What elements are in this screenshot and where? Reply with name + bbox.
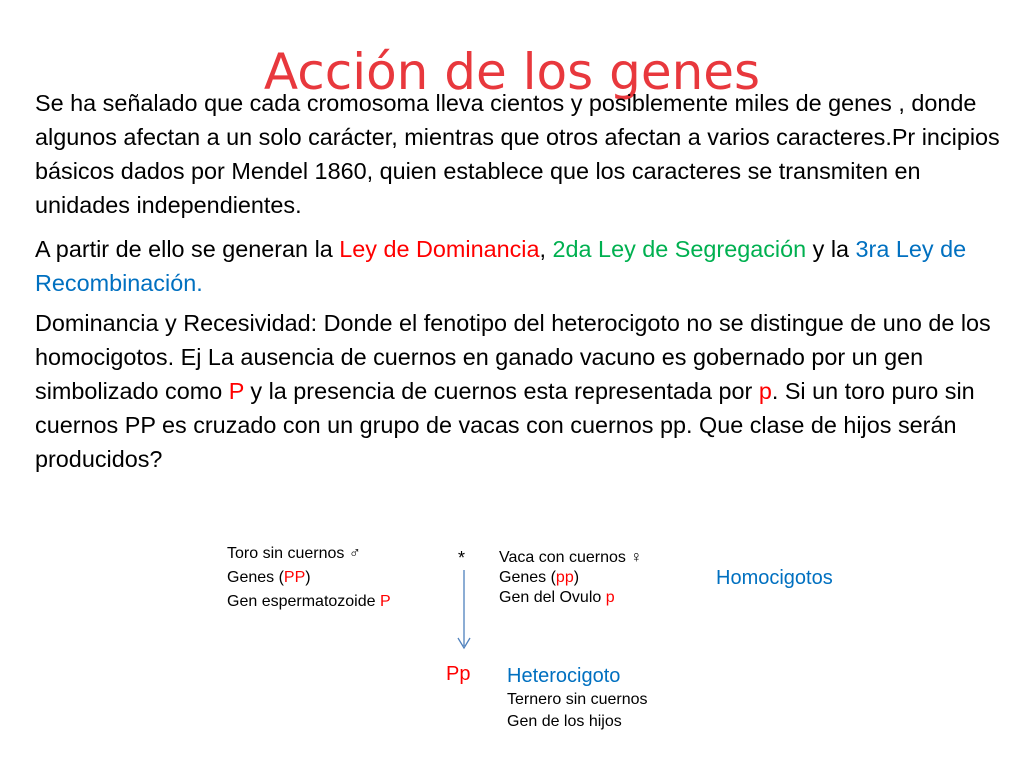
toro-genes-value: PP	[283, 569, 306, 586]
dominancia-text-2: y la presencia de cuernos esta representada por	[243, 378, 759, 404]
laws-intro-text: A partir de ello se generan la	[35, 236, 340, 262]
heterocigoto-desc: Ternero sin cuernos	[507, 691, 648, 708]
heterocigoto-block	[507, 663, 648, 733]
laws-separator: ,	[539, 236, 553, 262]
paragraph-laws	[35, 232, 1010, 300]
toro-gen-value: P	[379, 593, 391, 610]
cross-arrow-icon	[452, 568, 476, 652]
vaca-block	[499, 548, 642, 608]
paragraph-dominancia	[35, 306, 1010, 476]
vaca-gen-prefix: Gen del Ovulo	[499, 589, 606, 606]
recessive-allele: p	[758, 378, 772, 404]
result-genotype: Pp	[446, 663, 471, 685]
law-dominancia: Ley de Dominancia	[339, 236, 540, 262]
toro-gen-prefix: Gen espermatozoide	[227, 593, 380, 610]
slide-title: Acción de los genes	[263, 43, 761, 101]
toro-label: Toro sin cuernos ♂	[227, 545, 361, 562]
vaca-genes-value: pp	[555, 569, 574, 586]
law-recombinacion: 3ra Ley de Recombinación.	[35, 236, 967, 296]
laws-conjunction: y la	[806, 236, 856, 262]
toro-gen	[227, 590, 391, 614]
vaca-gen-value: p	[605, 589, 615, 606]
dominant-allele: P	[228, 378, 244, 404]
dominancia-text-1: Dominancia y Recesividad: Donde el fenotipo del heterocigoto no se distingue de uno de los homocigotos. Ej La ausencia de cuernos en ganado vacuno es gobernado por un gen simbolizado como	[35, 310, 991, 404]
vaca-genes	[499, 568, 642, 588]
law-segregacion: 2da Ley de Segregación	[552, 236, 807, 262]
toro-genes	[227, 566, 391, 590]
heterocigoto-title: Heterocigoto	[507, 665, 621, 687]
cross-asterisk: *	[458, 548, 466, 568]
paragraph-intro: Se ha señalado que cada cromosoma lleva cientos y posiblemente miles de genes , donde algunos afectan a un solo carácter, mientras que otros afectan a varios caracteres.Pr incipios básicos dados por Mendel 1860, quien establece que los caracteres se transmiten en unidades independientes.	[35, 90, 1000, 218]
vaca-label: Vaca con cuernos ♀	[499, 549, 643, 566]
homocigotos-label: Homocigotos	[716, 567, 833, 589]
vaca-gen	[499, 588, 642, 608]
vaca-genes-prefix: Genes (	[499, 569, 556, 586]
toro-block	[227, 542, 391, 614]
toro-genes-suffix: )	[305, 569, 311, 586]
vaca-genes-suffix: )	[573, 569, 580, 586]
dominancia-text-3: . Si un toro puro sin cuernos PP es cruzado con un grupo de vacas con cuernos pp. Que clase de hijos serán producidos?	[35, 378, 975, 472]
heterocigoto-gen: Gen de los hijos	[507, 713, 622, 730]
toro-genes-prefix: Genes (	[227, 569, 284, 586]
